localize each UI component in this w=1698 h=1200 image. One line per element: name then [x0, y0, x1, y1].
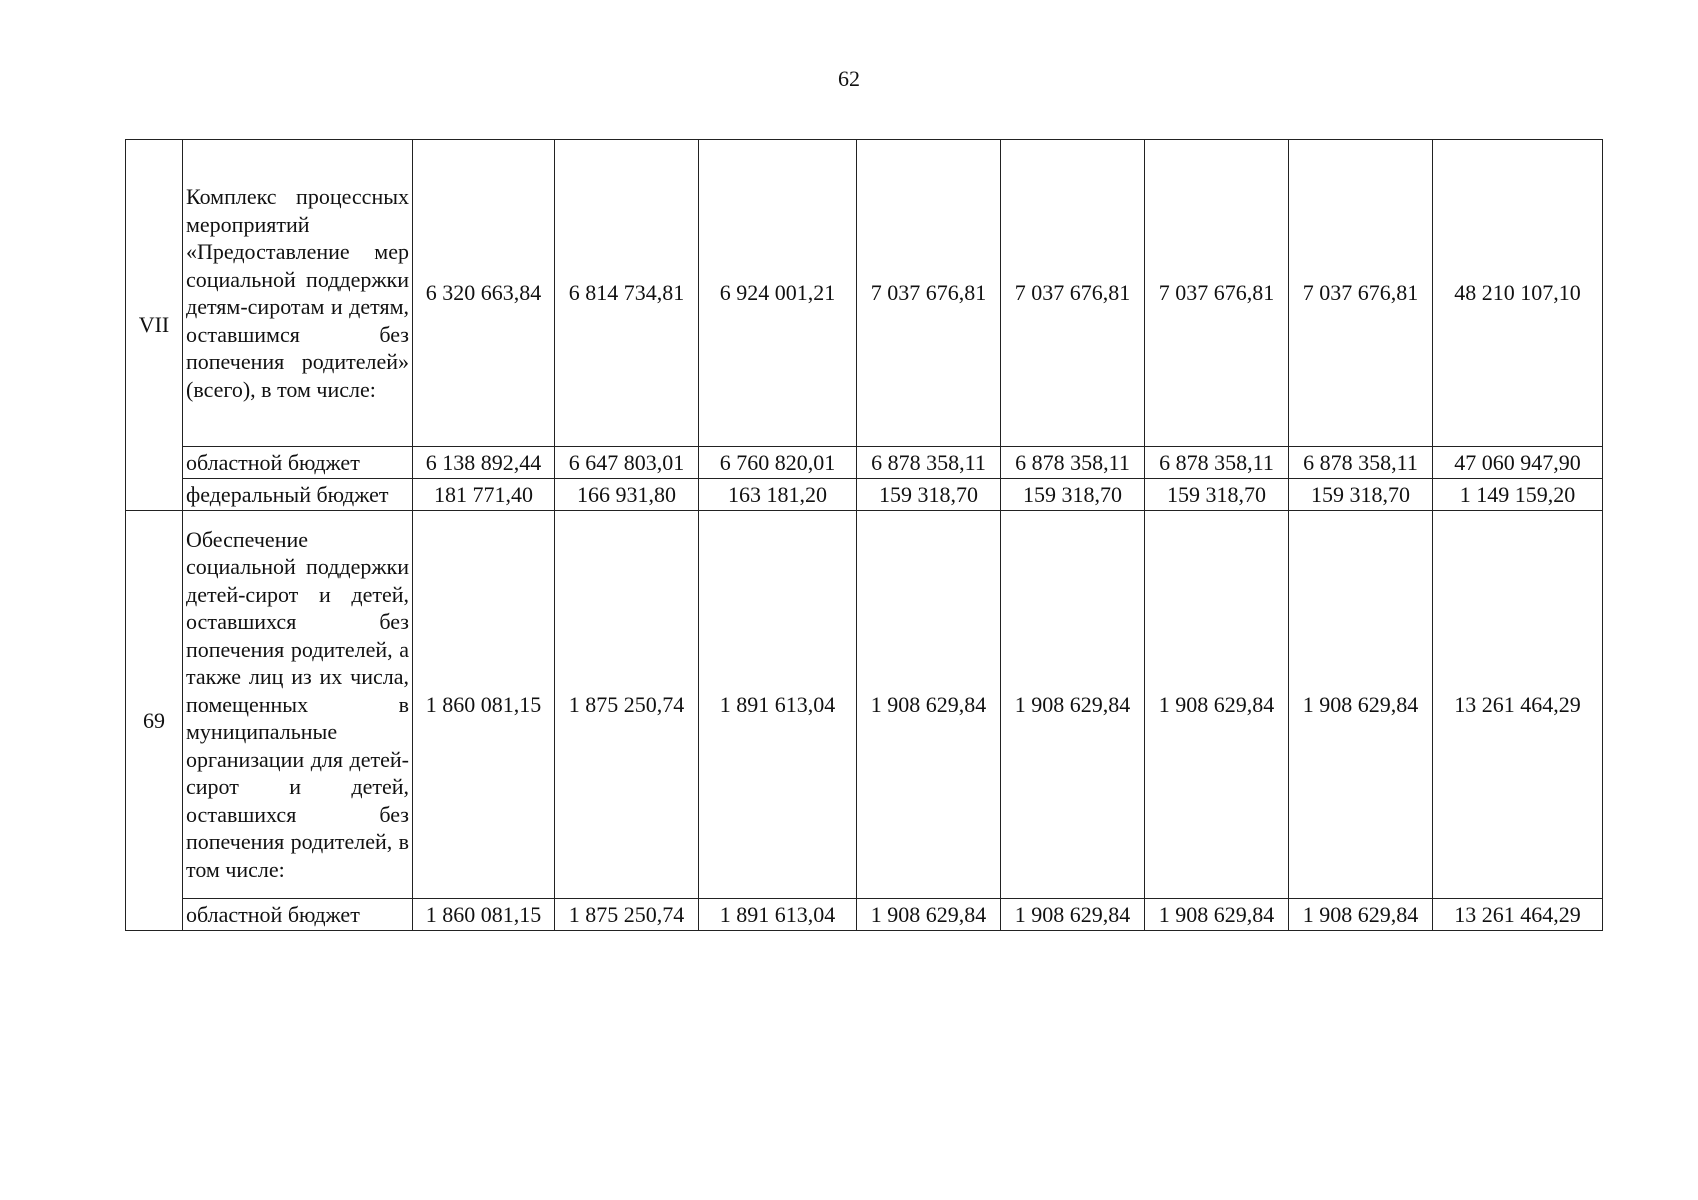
value-cell: 6 138 892,44: [413, 447, 555, 479]
value-cell: 6 878 358,11: [857, 447, 1001, 479]
value-cell: 1 908 629,84: [1145, 899, 1289, 931]
value-cell: 159 318,70: [857, 479, 1001, 511]
value-cell: 6 814 734,81: [555, 140, 699, 447]
value-cell: 1 908 629,84: [1001, 899, 1145, 931]
value-cell: 159 318,70: [1001, 479, 1145, 511]
value-cell: 1 891 613,04: [699, 899, 857, 931]
table-row: [126, 140, 1603, 447]
total-cell: 13 261 464,29: [1433, 899, 1603, 931]
table-row: [126, 447, 1603, 479]
row-description: Обеспечение социальной поддержки детей-сирот и детей, оставшихся без попечения родителей, а также лиц из их числа, помещенных в муниципальные организации для детей-сирот и детей, оставшихся без попечения родителей, в том числе:: [183, 511, 413, 899]
total-cell: 47 060 947,90: [1433, 447, 1603, 479]
value-cell: 6 760 820,01: [699, 447, 857, 479]
value-cell: 7 037 676,81: [1145, 140, 1289, 447]
value-cell: 6 320 663,84: [413, 140, 555, 447]
value-cell: 1 891 613,04: [699, 511, 857, 899]
value-cell: 1 908 629,84: [1289, 511, 1433, 899]
value-cell: 1 908 629,84: [1289, 899, 1433, 931]
value-cell: 159 318,70: [1289, 479, 1433, 511]
value-cell: 1 860 081,15: [413, 511, 555, 899]
row-index: 69: [126, 511, 183, 931]
budget-source-label: областной бюджет: [183, 899, 413, 931]
value-cell: 159 318,70: [1145, 479, 1289, 511]
value-cell: 6 878 358,11: [1289, 447, 1433, 479]
value-cell: 1 860 081,15: [413, 899, 555, 931]
value-cell: 6 878 358,11: [1001, 447, 1145, 479]
value-cell: 163 181,20: [699, 479, 857, 511]
value-cell: 1 875 250,74: [555, 511, 699, 899]
value-cell: 1 908 629,84: [857, 511, 1001, 899]
value-cell: 7 037 676,81: [857, 140, 1001, 447]
budget-table: [125, 139, 1603, 931]
total-cell: 13 261 464,29: [1433, 511, 1603, 899]
row-index: VII: [126, 140, 183, 511]
value-cell: 166 931,80: [555, 479, 699, 511]
table-row: [126, 899, 1603, 931]
value-cell: 7 037 676,81: [1001, 140, 1145, 447]
value-cell: 6 647 803,01: [555, 447, 699, 479]
budget-source-label: областной бюджет: [183, 447, 413, 479]
value-cell: 6 924 001,21: [699, 140, 857, 447]
value-cell: 1 908 629,84: [1145, 511, 1289, 899]
table-row: [126, 479, 1603, 511]
table-row: [126, 511, 1603, 899]
total-cell: 48 210 107,10: [1433, 140, 1603, 447]
row-description: Комплекс процессных мероприятий «Предоставление мер социальной поддержки детям-сиротам и детям, оставшимся без попечения родителей» (всего), в том числе:: [183, 140, 413, 447]
value-cell: 1 908 629,84: [857, 899, 1001, 931]
value-cell: 181 771,40: [413, 479, 555, 511]
value-cell: 6 878 358,11: [1145, 447, 1289, 479]
budget-source-label: федеральный бюджет: [183, 479, 413, 511]
page-number: 62: [838, 66, 860, 91]
value-cell: 1 875 250,74: [555, 899, 699, 931]
total-cell: 1 149 159,20: [1433, 479, 1603, 511]
value-cell: 1 908 629,84: [1001, 511, 1145, 899]
value-cell: 7 037 676,81: [1289, 140, 1433, 447]
